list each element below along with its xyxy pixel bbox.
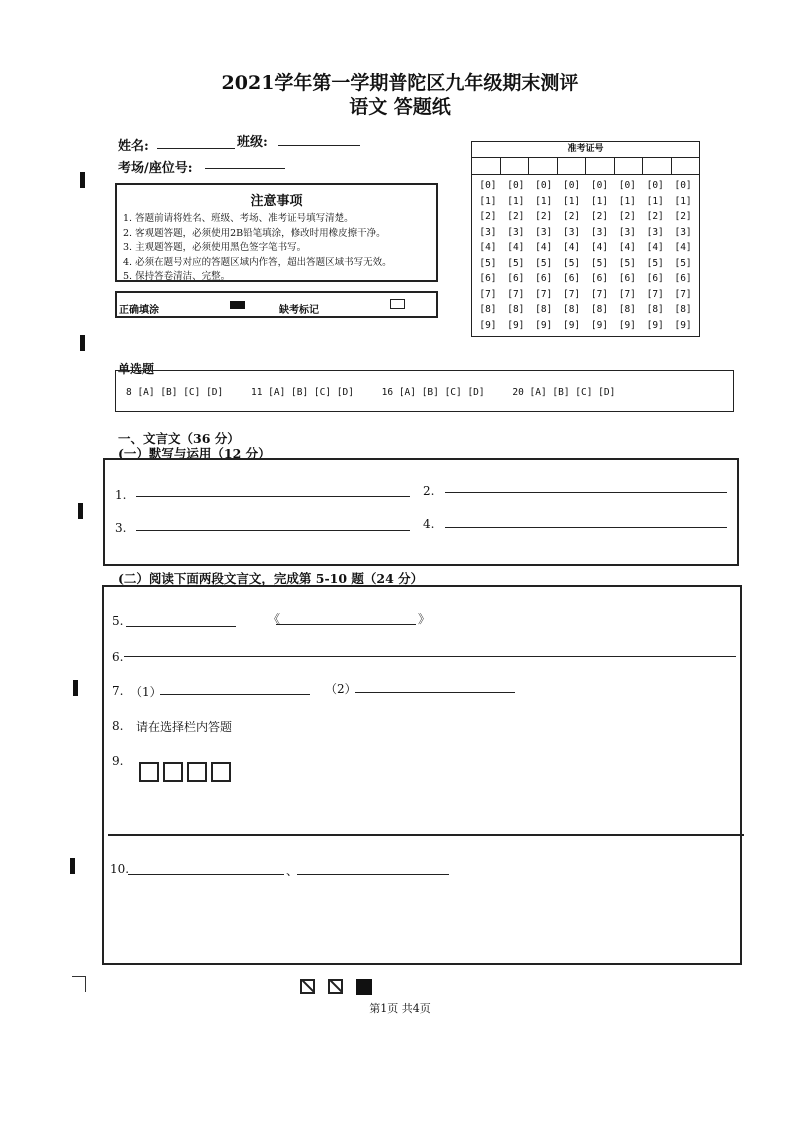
absent-mark-box[interactable] <box>390 299 405 309</box>
exam-id-bubble[interactable]: [9] <box>590 319 609 331</box>
exam-id-bubble[interactable]: [4] <box>590 242 609 253</box>
exam-id-bubble[interactable]: [6] <box>674 273 692 284</box>
mc-item-16[interactable]: 16 [A] [B] [C] [D] <box>381 387 485 398</box>
q3-answer-line[interactable] <box>136 530 410 531</box>
exam-id-bubble[interactable]: [1] <box>674 195 692 207</box>
q9-label: 9. <box>112 754 124 768</box>
fill-example-box <box>115 291 438 318</box>
exam-id-bubble[interactable]: [4] <box>479 242 497 253</box>
exam-id-bubble[interactable]: [3] <box>562 226 581 238</box>
notice-heading: 注意事项 <box>250 194 303 209</box>
exam-id-bubble[interactable]: [0] <box>590 180 609 191</box>
exam-id-bubble[interactable]: [7] <box>646 288 664 300</box>
q7-part2-label: （2） <box>325 682 357 696</box>
exam-id-bubble[interactable]: [1] <box>562 195 581 207</box>
q10-answer-line-1[interactable] <box>128 874 284 875</box>
mc-item-11[interactable]: 11 [A] [B] [C] [D] <box>250 387 354 398</box>
q4-answer-line[interactable] <box>445 527 727 528</box>
exam-id-cell[interactable] <box>643 158 672 174</box>
single-choice-box <box>115 370 734 412</box>
exam-id-bubble[interactable]: [1] <box>535 195 553 207</box>
exam-id-bubble[interactable]: [9] <box>618 319 636 331</box>
exam-id-bubble[interactable]: [0] <box>507 180 525 191</box>
exam-id-bubble[interactable]: [2] <box>479 211 497 222</box>
q7-part1-answer-line[interactable] <box>160 694 310 695</box>
exam-id-cell[interactable] <box>529 158 558 174</box>
exam-id-bubble[interactable]: [5] <box>646 257 664 269</box>
exam-id-bubble[interactable]: [2] <box>618 211 636 222</box>
mc-item-8[interactable]: 8 [A] [B] [C] [D] <box>126 387 224 398</box>
exam-id-bubble[interactable]: [3] <box>507 226 525 238</box>
q7-part2-answer-line[interactable] <box>355 692 515 693</box>
page-code-mark-solid <box>356 979 372 995</box>
absent-mark-label: 缺考标记 <box>279 305 319 316</box>
q6-answer-line[interactable] <box>124 656 736 657</box>
exam-id-bubble[interactable]: [6] <box>562 273 581 284</box>
exam-id-cell[interactable] <box>672 158 700 174</box>
notice-item: 5. 保持答卷清洁、完整。 <box>123 271 231 282</box>
notice-item: 2. 客观题答题，必须使用2B铅笔填涂，修改时用橡皮擦干净。 <box>123 227 386 239</box>
class-field[interactable] <box>278 145 360 146</box>
exam-id-bubble[interactable]: [7] <box>674 288 692 300</box>
exam-id-bubble[interactable]: [0] <box>562 180 581 191</box>
exam-id-bubble[interactable]: [4] <box>507 242 525 253</box>
q1-label: 1. <box>115 488 127 502</box>
exam-id-bubble-grid <box>472 175 699 333</box>
q2-label: 2. <box>423 484 435 498</box>
exam-id-bubble[interactable]: [5] <box>535 257 553 269</box>
q5-answer-line-1[interactable] <box>126 626 236 627</box>
exam-id-bubble[interactable]: [7] <box>479 288 497 300</box>
exam-id-cell[interactable] <box>472 158 501 174</box>
exam-id-bubble[interactable]: [8] <box>479 304 497 315</box>
exam-id-bubble[interactable]: [4] <box>562 242 581 253</box>
exam-id-bubble[interactable]: [0] <box>618 180 636 191</box>
scan-marker <box>78 503 83 519</box>
page-code-mark <box>328 979 343 994</box>
exam-id-bubble[interactable]: [5] <box>590 257 609 269</box>
q5-open-bracket: 《 <box>268 612 281 626</box>
scan-marker <box>80 172 85 188</box>
page-subtitle: 语文 答题纸 <box>349 96 451 118</box>
exam-id-bubble[interactable]: [9] <box>507 319 525 331</box>
exam-id-bubble[interactable]: [6] <box>618 273 636 284</box>
mc-item-20[interactable]: 20 [A] [B] [C] [D] <box>512 387 616 398</box>
exam-id-bubble[interactable]: [8] <box>618 304 636 315</box>
room-seat-field[interactable] <box>205 168 285 169</box>
exam-id-bubble[interactable]: [5] <box>562 257 581 269</box>
correct-fill-mark <box>230 301 245 309</box>
exam-id-bubble[interactable]: [5] <box>479 257 497 269</box>
class-label: 班级: <box>237 135 268 150</box>
exam-id-bubble[interactable]: [4] <box>618 242 636 253</box>
exam-id-bubble[interactable]: [3] <box>646 226 664 238</box>
exam-id-bubble[interactable]: [0] <box>535 180 553 191</box>
exam-id-cell[interactable] <box>586 158 615 174</box>
exam-id-bubble[interactable]: [3] <box>618 226 636 238</box>
q10-separator: 、 <box>286 864 299 878</box>
exam-id-bubble[interactable]: [2] <box>562 211 581 222</box>
name-field[interactable] <box>157 148 235 149</box>
exam-id-bubble[interactable]: [8] <box>674 304 692 315</box>
q3-label: 3. <box>115 521 127 535</box>
exam-id-bubble[interactable]: [9] <box>562 319 581 331</box>
page-title: 2021学年第一学期普陀区九年级期末测评 <box>221 72 579 94</box>
notice-item: 1. 答题前请将姓名、班级、考场、准考证号填写清楚。 <box>123 213 354 224</box>
exam-id-bubble[interactable]: [9] <box>646 319 664 331</box>
exam-id-bubble[interactable]: [9] <box>674 319 692 331</box>
part1-sub1-heading: (一）默写与运用（12 分） <box>118 446 271 461</box>
exam-id-bubble[interactable]: [0] <box>646 180 664 191</box>
q5-answer-line-2[interactable] <box>276 624 416 625</box>
exam-id-bubble[interactable]: [2] <box>590 211 609 222</box>
correct-fill-label: 正确填涂 <box>119 305 159 316</box>
q9-answer-box[interactable] <box>139 762 159 782</box>
exam-id-bubble[interactable]: [2] <box>646 211 664 222</box>
exam-id-bubble[interactable]: [2] <box>674 211 692 222</box>
part1-sub2-heading: (二）阅读下面两段文言文，完成第 5-10 题（24 分） <box>118 571 424 586</box>
q7-part1-label: （1） <box>130 685 162 699</box>
exam-id-bubble[interactable]: [7] <box>562 288 581 300</box>
exam-id-bubble[interactable]: [0] <box>479 180 497 191</box>
exam-id-bubble[interactable]: [7] <box>618 288 636 300</box>
exam-id-bubble[interactable]: [3] <box>535 226 553 238</box>
answer-box-1-4 <box>103 458 739 566</box>
exam-id-bubble[interactable]: [8] <box>590 304 609 315</box>
notice-item: 3. 主观题答题，必须使用黑色签字笔书写。 <box>123 242 307 253</box>
q1-answer-line[interactable] <box>136 496 410 497</box>
exam-id-bubble[interactable]: [2] <box>535 211 553 222</box>
q9-answer-boxes <box>139 762 235 786</box>
exam-id-bubble[interactable]: [7] <box>590 288 609 300</box>
exam-id-bubble[interactable]: [6] <box>507 273 525 284</box>
exam-id-cell[interactable] <box>501 158 530 174</box>
exam-id-bubble[interactable]: [6] <box>646 273 664 284</box>
room-seat-label: 考场/座位号: <box>118 161 193 176</box>
q7-label: 7. <box>112 684 124 698</box>
exam-id-bubble[interactable]: [8] <box>646 304 664 315</box>
exam-id-bubble[interactable]: [1] <box>618 195 636 207</box>
exam-id-bubble[interactable]: [4] <box>535 242 553 253</box>
exam-id-bubble[interactable]: [6] <box>479 273 497 284</box>
exam-id-bubble[interactable]: [3] <box>479 226 497 238</box>
exam-id-write-cells <box>472 158 699 175</box>
exam-id-bubble[interactable]: [5] <box>507 257 525 269</box>
scan-marker <box>73 680 78 696</box>
exam-id-bubble[interactable]: [4] <box>674 242 692 253</box>
page-number: 第1页 共4页 <box>369 1002 431 1015</box>
q9-answer-box[interactable] <box>187 762 207 782</box>
q10-answer-line-2[interactable] <box>297 874 449 875</box>
exam-id-bubble[interactable]: [8] <box>535 304 553 315</box>
exam-id-box <box>471 141 700 337</box>
exam-id-bubble[interactable]: [6] <box>535 273 553 284</box>
exam-id-bubble[interactable]: [8] <box>562 304 581 315</box>
exam-id-bubble[interactable]: [1] <box>590 195 609 207</box>
exam-id-bubble[interactable]: [5] <box>674 257 692 269</box>
scan-marker <box>70 858 75 874</box>
exam-id-bubble[interactable]: [1] <box>507 195 525 207</box>
exam-id-bubble[interactable]: [2] <box>507 211 525 222</box>
exam-id-bubble[interactable]: [6] <box>590 273 609 284</box>
exam-id-heading: 准考证号 <box>472 142 699 158</box>
q10-label: 10. <box>110 862 130 876</box>
exam-id-bubble[interactable]: [1] <box>646 195 664 207</box>
q8-label: 8. <box>112 719 124 733</box>
q9-answer-box[interactable] <box>211 762 231 782</box>
q5-close-bracket: 》 <box>418 612 431 626</box>
q8-instruction: 请在选择栏内答题 <box>136 720 233 734</box>
corner-mark <box>72 976 86 992</box>
exam-id-bubble[interactable]: [9] <box>535 319 553 331</box>
exam-id-bubble[interactable]: [8] <box>507 304 525 315</box>
section-divider <box>108 834 744 836</box>
exam-id-bubble[interactable]: [5] <box>618 257 636 269</box>
page-code-mark <box>300 979 315 994</box>
q9-answer-box[interactable] <box>163 762 183 782</box>
exam-id-cell[interactable] <box>615 158 644 174</box>
exam-id-bubble[interactable]: [9] <box>479 319 497 331</box>
exam-id-bubble[interactable]: [7] <box>535 288 553 300</box>
single-choice-heading: 单选题 <box>118 362 155 376</box>
exam-id-cell[interactable] <box>558 158 587 174</box>
exam-id-bubble[interactable]: [4] <box>646 242 664 253</box>
scan-marker <box>80 335 85 351</box>
q5-label: 5. <box>112 614 124 628</box>
q4-label: 4. <box>423 517 435 531</box>
notice-item: 4. 必须在题号对应的答题区域内作答，超出答题区域书写无效。 <box>123 256 392 268</box>
exam-id-bubble[interactable]: [3] <box>674 226 692 238</box>
exam-id-bubble[interactable]: [7] <box>507 288 525 300</box>
exam-id-bubble[interactable]: [3] <box>590 226 609 238</box>
notice-box <box>115 183 438 282</box>
part1-heading: 一、文言文（36 分） <box>118 431 240 446</box>
q6-label: 6. <box>112 650 124 664</box>
name-label: 姓名: <box>118 139 149 154</box>
exam-id-bubble[interactable]: [0] <box>674 180 692 191</box>
q2-answer-line[interactable] <box>445 492 727 493</box>
exam-id-bubble[interactable]: [1] <box>479 195 497 207</box>
